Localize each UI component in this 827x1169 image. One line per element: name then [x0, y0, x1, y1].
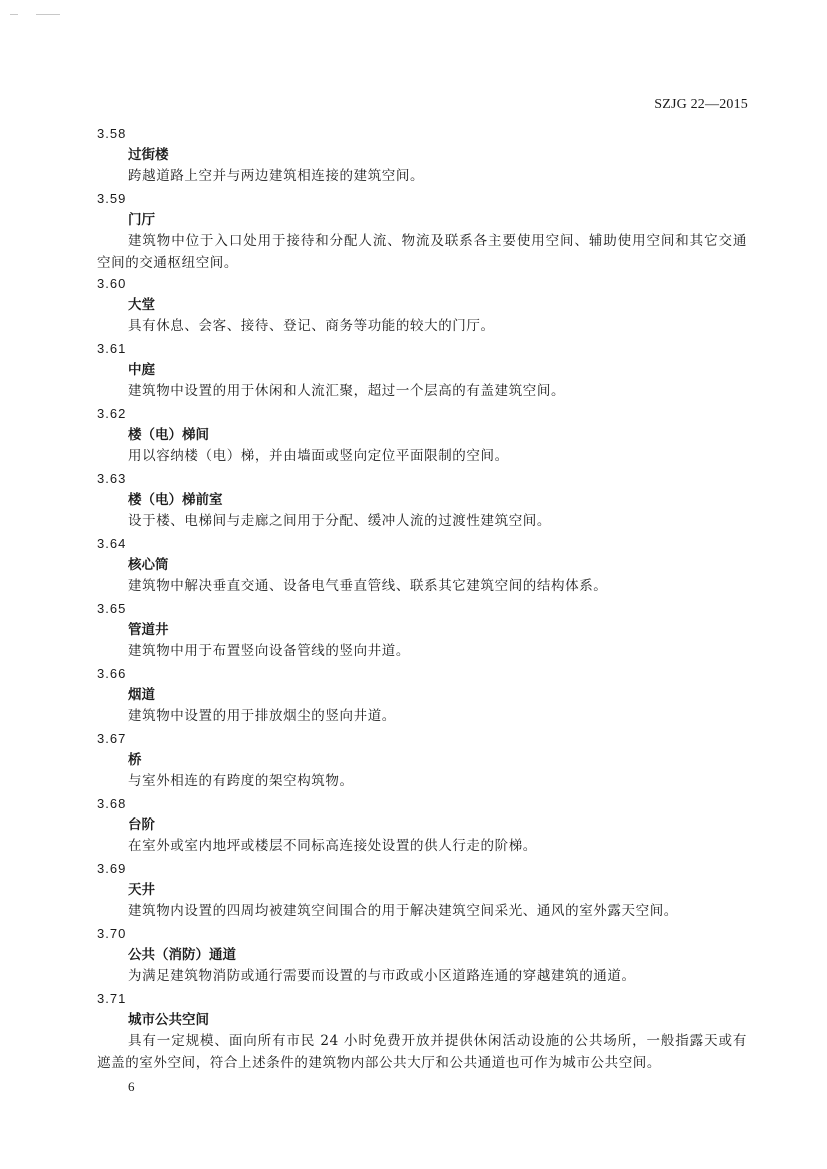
term-definition: 具有一定规模、面向所有市民 24 小时免费开放并提供休闲活动设施的公共场所，一般指露天或有遮盖的室外空间，符合上述条件的建筑物内部公共大厅和公共通道也可作为城市公共空间。 — [97, 1033, 747, 1071]
term-definition: 跨越道路上空并与两边建筑相连接的建筑空间。 — [128, 168, 425, 184]
term-definition: 为满足建筑物消防或通行需要而设置的与市政或小区道路连通的穿越建筑的通道。 — [128, 968, 636, 984]
term-title: 大堂 — [128, 297, 155, 313]
term-entry — [97, 534, 747, 599]
term-title: 城市公共空间 — [128, 1012, 209, 1028]
term-definition: 用以容纳楼（电）梯，并由墙面或竖向定位平面限制的空间。 — [128, 448, 509, 464]
term-title: 核心筒 — [128, 557, 169, 573]
clause-number: 3.66 — [97, 666, 127, 681]
document-code: SZJG 22—2015 — [654, 97, 748, 112]
term-title: 中庭 — [128, 362, 155, 378]
terms-list — [97, 124, 747, 1074]
term-definition: 设于楼、电梯间与走廊之间用于分配、缓冲人流的过渡性建筑空间。 — [128, 513, 551, 529]
term-entry — [97, 404, 747, 469]
term-title: 台阶 — [128, 817, 155, 833]
term-entry — [97, 729, 747, 794]
term-definition: 建筑物中设置的用于排放烟尘的竖向井道。 — [128, 708, 396, 724]
term-entry — [97, 924, 747, 989]
clause-number: 3.65 — [97, 601, 127, 616]
term-entry — [97, 189, 747, 274]
term-title: 门厅 — [128, 212, 155, 228]
term-entry — [97, 274, 747, 339]
clause-number: 3.71 — [97, 991, 127, 1006]
term-title: 桥 — [128, 752, 142, 768]
clause-number: 3.62 — [97, 406, 127, 421]
term-definition: 建筑物内设置的四周均被建筑空间围合的用于解决建筑空间采光、通风的室外露天空间。 — [128, 903, 678, 919]
clause-number: 3.64 — [97, 536, 127, 551]
clause-number: 3.70 — [97, 926, 127, 941]
term-title: 烟道 — [128, 687, 155, 703]
clause-number: 3.61 — [97, 341, 127, 356]
term-definition: 与室外相连的有跨度的架空构筑物。 — [128, 773, 354, 789]
term-definition: 在室外或室内地坪或楼层不同标高连接处设置的供人行走的阶梯。 — [128, 838, 537, 854]
term-entry — [97, 469, 747, 534]
term-title: 楼（电）梯间 — [128, 427, 209, 443]
term-entry — [97, 794, 747, 859]
clause-number: 3.60 — [97, 276, 127, 291]
term-definition: 建筑物中位于入口处用于接待和分配人流、物流及联系各主要使用空间、辅助使用空间和其它交通空间的交通枢纽空间。 — [97, 233, 747, 271]
term-title: 楼（电）梯前室 — [128, 492, 223, 508]
term-entry — [97, 989, 747, 1074]
clause-number: 3.63 — [97, 471, 127, 486]
term-definition: 建筑物中用于布置竖向设备管线的竖向井道。 — [128, 643, 410, 659]
clause-number: 3.59 — [97, 191, 127, 206]
clause-number: 3.58 — [97, 126, 127, 141]
term-entry — [97, 859, 747, 924]
term-title: 管道井 — [128, 622, 169, 638]
term-entry — [97, 124, 747, 189]
term-definition: 具有休息、会客、接待、登记、商务等功能的较大的门厅。 — [128, 318, 495, 334]
page-number: 6 — [128, 1079, 135, 1094]
term-entry — [97, 664, 747, 729]
clause-number: 3.68 — [97, 796, 127, 811]
term-definition: 建筑物中解决垂直交通、设备电气垂直管线、联系其它建筑空间的结构体系。 — [128, 578, 608, 594]
term-title: 天井 — [128, 882, 155, 898]
clause-number: 3.67 — [97, 731, 127, 746]
term-entry — [97, 339, 747, 404]
clause-number: 3.69 — [97, 861, 127, 876]
term-title: 过街楼 — [128, 147, 169, 163]
scan-corner-marks — [10, 14, 60, 18]
term-title: 公共（消防）通道 — [128, 947, 236, 963]
term-definition: 建筑物中设置的用于休闲和人流汇聚，超过一个层高的有盖建筑空间。 — [128, 383, 566, 399]
term-entry — [97, 599, 747, 664]
